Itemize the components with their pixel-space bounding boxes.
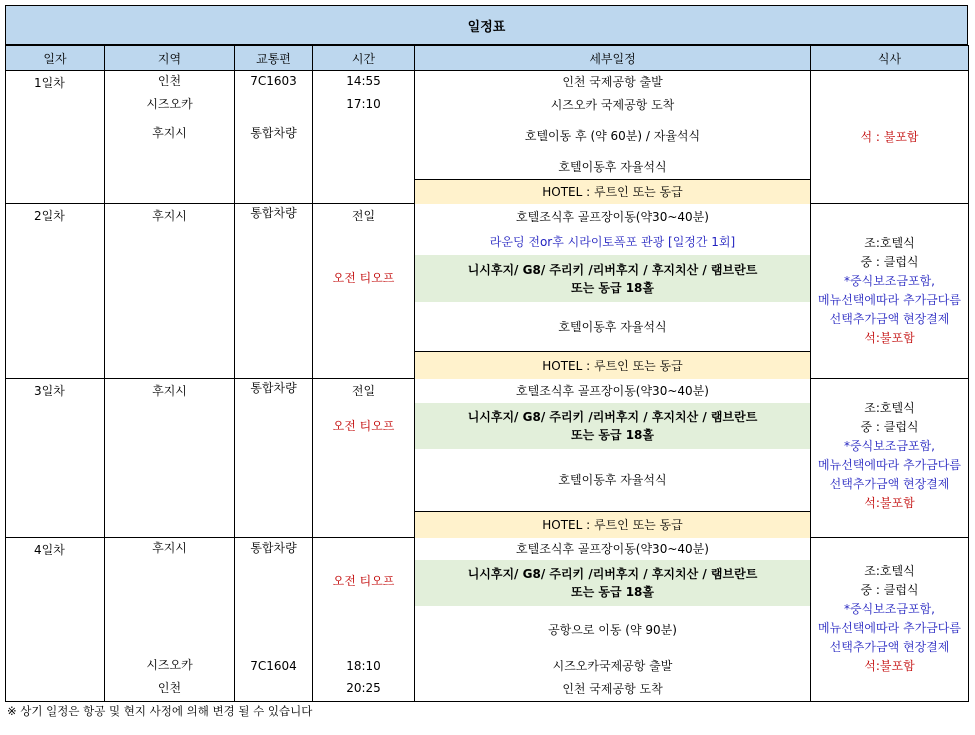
transport: 통합차량 bbox=[250, 206, 297, 220]
region: 후지시 bbox=[152, 126, 187, 140]
time: 오전 티오프 bbox=[332, 271, 395, 285]
detail: 인천 국제공항 출발 bbox=[562, 75, 663, 89]
time: 20:25 bbox=[346, 681, 381, 695]
meal-note: 메뉴선택에따라 추가금다름 bbox=[818, 293, 961, 307]
time: 오전 티오프 bbox=[332, 419, 395, 433]
course-list: 니시후지/ G8/ 주리키 /리버후지 / 후지치산 / 램브란트 bbox=[467, 410, 758, 424]
meal-lunch: 중 : 클럽식 bbox=[860, 420, 919, 434]
detail: 인천 국제공항 도착 bbox=[562, 682, 663, 696]
region: 시즈오카 bbox=[146, 97, 193, 111]
transport: 통합차량 bbox=[250, 126, 297, 140]
day-label: 3일차 bbox=[34, 384, 65, 398]
hotel-note: HOTEL : 루트인 또는 동급 bbox=[415, 511, 810, 538]
day-label: 4일차 bbox=[34, 543, 65, 557]
detail: 호텔이동 후 (약 60분) / 자율석식 bbox=[524, 128, 701, 143]
meal-note: 선택추가금액 현장결제 bbox=[829, 477, 950, 491]
header-day: 일자 bbox=[6, 46, 105, 71]
transport: 7C1604 bbox=[250, 659, 297, 673]
time: 전일 bbox=[351, 384, 376, 398]
meal-note: *중식보조금포함, bbox=[844, 439, 935, 453]
detail: 시즈오카국제공항 출발 bbox=[552, 659, 673, 673]
header-transport: 교통편 bbox=[235, 46, 313, 71]
transport: 통합차량 bbox=[250, 381, 297, 395]
meal-note: 선택추가금액 현장결제 bbox=[829, 312, 950, 326]
region: 후지시 bbox=[152, 541, 187, 555]
detail: 라운딩 전or후 시라이토폭포 관광 [일정간 1회] bbox=[489, 235, 736, 249]
detail: 호텔조식후 골프장이동(약30~40분) bbox=[516, 209, 709, 224]
course-holes: 또는 동급 18홀 bbox=[570, 428, 654, 442]
detail: 공항으로 이동 (약 90분) bbox=[548, 623, 677, 637]
meal-info bbox=[811, 232, 968, 350]
course-options bbox=[415, 255, 810, 302]
meal-note: *중식보조금포함, bbox=[844, 602, 935, 616]
meal-info bbox=[811, 397, 968, 515]
time: 17:10 bbox=[346, 97, 381, 111]
meal-note: 메뉴선택에따라 추가금다름 bbox=[818, 621, 961, 635]
day-label: 2일차 bbox=[34, 209, 65, 223]
hotel-note: HOTEL : 루트인 또는 동급 bbox=[415, 351, 810, 379]
course-list: 니시후지/ G8/ 주리키 /리버후지 / 후지치산 / 램브란트 bbox=[467, 262, 758, 277]
schedule-table bbox=[5, 45, 969, 702]
day-label: 1일차 bbox=[34, 76, 65, 90]
meal-info bbox=[811, 560, 968, 678]
detail: 호텔이동후 자율석식 bbox=[558, 159, 667, 174]
course-list: 니시후지/ G8/ 주리키 /리버후지 / 후지치산 / 램브란트 bbox=[467, 567, 758, 581]
header-region: 지역 bbox=[105, 46, 235, 71]
course-options bbox=[415, 560, 810, 606]
meal-lunch: 중 : 클럽식 bbox=[860, 255, 919, 269]
time: 18:10 bbox=[346, 659, 381, 673]
time: 14:55 bbox=[346, 74, 381, 88]
meal-breakfast: 조:호텔식 bbox=[864, 236, 915, 250]
page-title: 일정표 bbox=[5, 5, 968, 45]
footnote: ※ 상기 일정은 항공 및 현지 사정에 의해 변경 될 수 있습니다 bbox=[7, 704, 313, 718]
day-row-4 bbox=[6, 538, 969, 702]
meal-note: 메뉴선택에따라 추가금다름 bbox=[818, 458, 961, 472]
region: 인천 bbox=[157, 681, 182, 695]
header-details: 세부일정 bbox=[415, 46, 811, 71]
header-meals: 식사 bbox=[811, 46, 969, 71]
region: 후지시 bbox=[152, 384, 187, 398]
region: 후지시 bbox=[152, 209, 187, 223]
transport: 7C1603 bbox=[250, 74, 297, 88]
detail: 호텔이동후 자율석식 bbox=[558, 319, 667, 334]
transport: 통합차량 bbox=[250, 541, 297, 555]
course-holes: 또는 동급 18홀 bbox=[570, 280, 654, 295]
meal-note: 선택추가금액 현장결제 bbox=[829, 640, 950, 654]
detail: 시즈오카 국제공항 도착 bbox=[550, 98, 675, 112]
detail: 호텔조식후 골프장이동(약30~40분) bbox=[516, 542, 709, 556]
meal-dinner: 석:불포함 bbox=[864, 659, 915, 673]
meal-breakfast: 조:호텔식 bbox=[864, 401, 915, 415]
day-row-3 bbox=[6, 379, 969, 538]
meal-info: 석 : 불포함 bbox=[860, 129, 919, 144]
course-holes: 또는 동급 18홀 bbox=[570, 585, 654, 599]
header-time: 시간 bbox=[313, 46, 415, 71]
meal-lunch: 중 : 클럽식 bbox=[860, 583, 919, 597]
meal-breakfast: 조:호텔식 bbox=[864, 564, 915, 578]
course-options bbox=[415, 403, 810, 449]
detail: 호텔조식후 골프장이동(약30~40분) bbox=[516, 384, 709, 398]
meal-note: *중식보조금포함, bbox=[844, 274, 935, 288]
hotel-note: HOTEL : 루트인 또는 동급 bbox=[415, 179, 810, 204]
day-row-1 bbox=[6, 71, 969, 204]
region: 인천 bbox=[157, 74, 182, 88]
time: 오전 티오프 bbox=[332, 574, 395, 588]
detail: 호텔이동후 자율석식 bbox=[558, 473, 667, 487]
meal-dinner: 석:불포함 bbox=[864, 331, 915, 345]
meal-dinner: 석:불포함 bbox=[864, 496, 915, 510]
schedule-frame bbox=[5, 5, 968, 702]
time: 전일 bbox=[351, 209, 376, 223]
day-row-2 bbox=[6, 204, 969, 379]
region: 시즈오카 bbox=[146, 658, 193, 672]
header-row bbox=[6, 46, 969, 71]
